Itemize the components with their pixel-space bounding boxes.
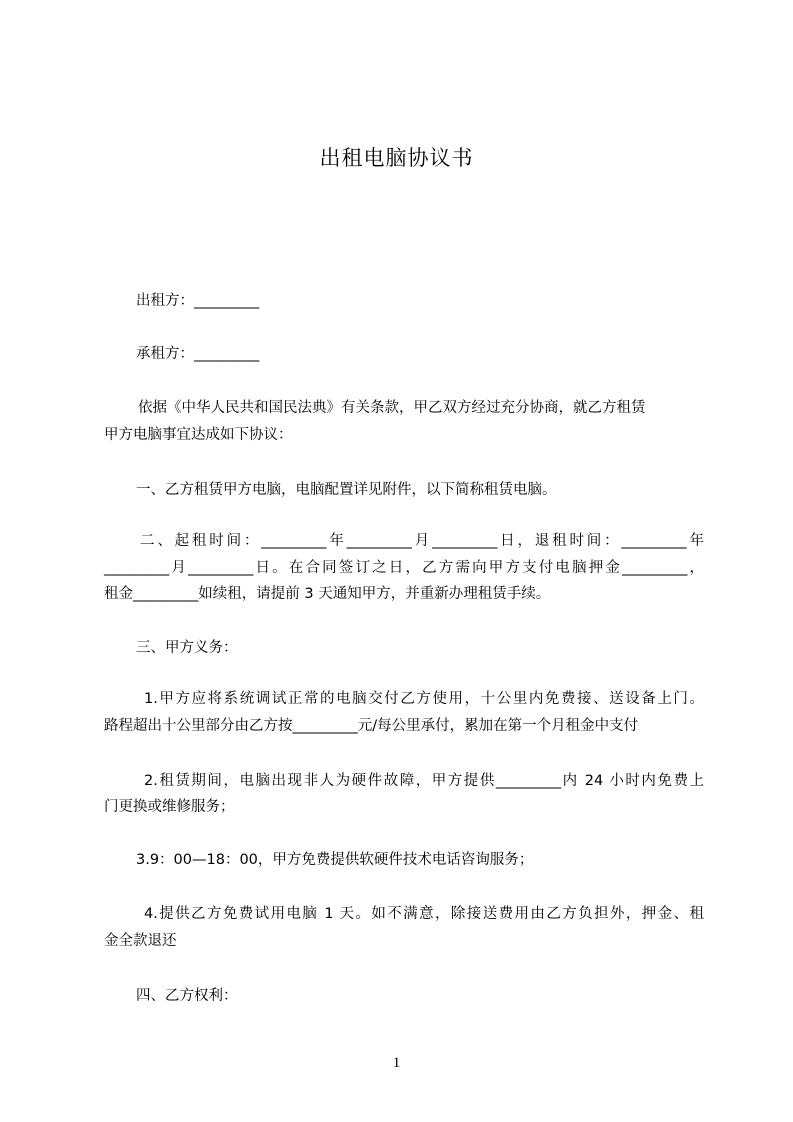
clause-1: 一、乙方租赁甲方电脑，电脑配置详见附件，以下简称租赁电脑。 xyxy=(136,482,557,498)
lessor-line: 出租方：_________ xyxy=(136,293,260,309)
clause-4-heading: 四、乙方权利： xyxy=(136,988,238,1004)
clause-3-item-1-line-1: 1.甲方应将系统调试正常的电脑交付乙方使用，十公里内免费接、送设备上门。 xyxy=(144,691,704,707)
clause-3-item-4-line-2: 金全款退还 xyxy=(104,933,177,949)
intro-line-2: 甲方电脑事宜达成如下协议： xyxy=(104,427,293,443)
clause-3-item-1-line-2: 路程超出十公里部分由乙方按_________元/每公里承付，累加在第一个月租金中支付 xyxy=(104,718,639,734)
clause-3-item-2-line-1: 2.租赁期间，电脑出现非人为硬件故障，甲方提供_________内 24 小时内免费上 xyxy=(144,773,704,789)
clause-2-line-1: 二、起租时间：_________年_________月_________日，退租时间：_________年 xyxy=(140,533,704,549)
page-number: 1 xyxy=(392,1055,401,1071)
intro-line-1: 依据《中华人民共和国民法典》有关条款，甲乙双方经过充分协商，就乙方租赁 xyxy=(138,400,646,416)
clause-3-item-4-line-1: 4.提供乙方免费试用电脑 1 天。如不满意，除接送费用由乙方负担外，押金、租 xyxy=(144,906,704,922)
document-title: 出租电脑协议书 xyxy=(319,146,474,170)
clause-2-line-2: _________月_________日。在合同签订之日，乙方需向甲方支付电脑押金_________， xyxy=(104,560,704,576)
clause-3-item-2-line-2: 门更换或维修服务； xyxy=(104,799,235,815)
clause-3-heading: 三、甲方义务： xyxy=(136,640,238,656)
clause-3-item-3: 3.9：00—18：00，甲方免费提供软硬件技术电话咨询服务； xyxy=(136,852,534,868)
lessee-line: 承租方：_________ xyxy=(136,346,260,362)
clause-2-line-3: 租金_________如续租，请提前 3 天通知甲方，并重新办理租赁手续。 xyxy=(104,586,551,602)
